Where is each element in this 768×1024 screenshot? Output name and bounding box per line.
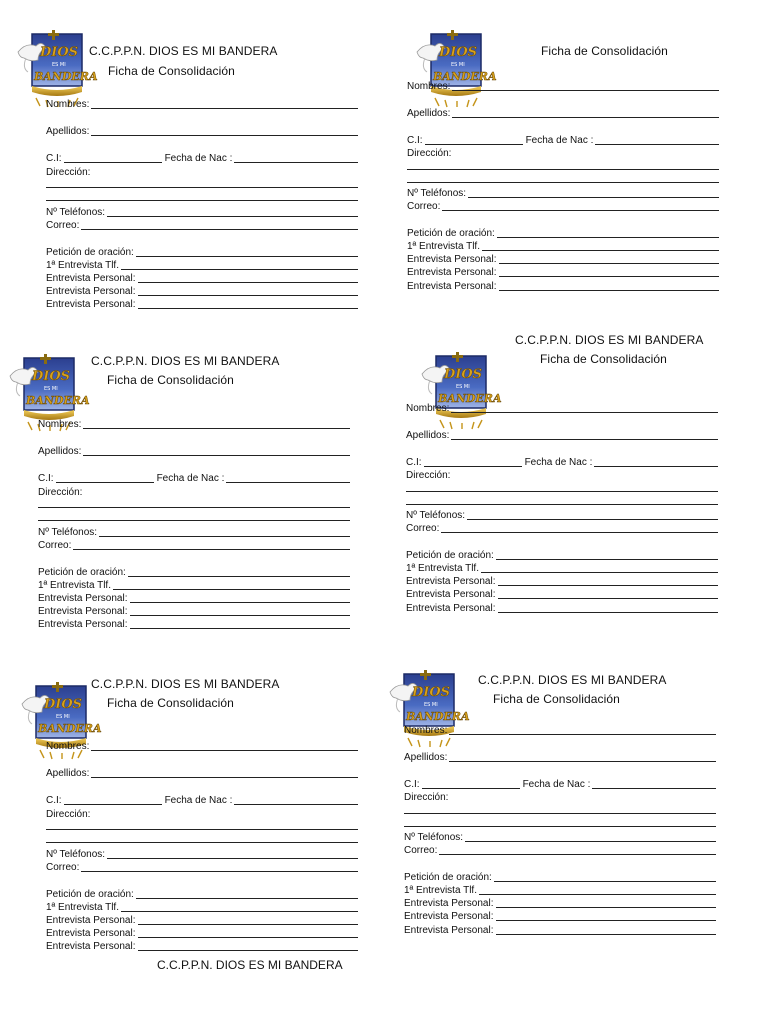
footer-org-name: C.C.P.P.N. DIOS ES MI BANDERA xyxy=(157,958,343,972)
blank-line[interactable] xyxy=(38,507,350,508)
field-peticion xyxy=(406,549,718,561)
consolidation-form-4 xyxy=(376,332,716,632)
input-line-peticion[interactable] xyxy=(494,881,716,882)
label-peticion: Petición de oración: xyxy=(46,247,134,258)
label-fecha-nac: Fecha de Nac : xyxy=(524,457,593,468)
field-nombres xyxy=(46,740,358,752)
input-line-correo[interactable] xyxy=(441,532,718,533)
label-telefonos: Nº Teléfonos: xyxy=(46,849,106,860)
label-apellidos: Apellidos: xyxy=(406,430,450,441)
label-entrevista-personal: Entrevista Personal: xyxy=(38,606,128,617)
field-telefonos xyxy=(38,526,350,538)
field-correo xyxy=(406,522,718,534)
field-entrevista-tlf xyxy=(407,240,719,252)
label-entrevista-personal: Entrevista Personal: xyxy=(407,281,497,292)
org-name: C.C.P.P.N. DIOS ES MI BANDERA xyxy=(91,354,280,368)
input-line-entrevista-personal[interactable] xyxy=(499,276,720,277)
field-ci-fecha xyxy=(46,152,358,164)
input-line-correo[interactable] xyxy=(442,210,719,211)
label-correo: Correo: xyxy=(46,862,80,873)
input-line-apellidos[interactable] xyxy=(83,455,350,456)
field-entrevista-tlf xyxy=(46,901,358,913)
label-ci: C.I: xyxy=(46,795,62,806)
label-apellidos: Apellidos: xyxy=(38,446,82,457)
blank-line[interactable] xyxy=(406,491,718,492)
label-nombres: Nombres: xyxy=(404,725,448,736)
input-line-fecha-nac[interactable] xyxy=(594,466,718,467)
org-name: C.C.P.P.N. DIOS ES MI BANDERA xyxy=(515,333,704,347)
svg-text:DIOS: DIOS xyxy=(439,45,478,60)
blank-line[interactable] xyxy=(46,842,358,843)
input-line-apellidos[interactable] xyxy=(91,135,358,136)
form-title: Ficha de Consolidación xyxy=(541,44,668,58)
input-line-telefonos[interactable] xyxy=(468,197,719,198)
input-line-telefonos[interactable] xyxy=(465,841,716,842)
svg-text:BANDERA: BANDERA xyxy=(433,70,497,83)
label-ci: C.I: xyxy=(46,153,62,164)
input-line-peticion[interactable] xyxy=(136,256,358,257)
field-direccion xyxy=(406,469,718,481)
input-line-apellidos[interactable] xyxy=(451,439,718,440)
field-entrevista-tlf xyxy=(38,579,350,591)
blank-line[interactable] xyxy=(46,829,358,830)
church-logo-icon xyxy=(420,350,502,430)
label-nombres: Nombres: xyxy=(46,741,90,752)
label-entrevista-personal: Entrevista Personal: xyxy=(46,299,136,310)
input-line-entrevista-personal[interactable] xyxy=(130,628,351,629)
input-line-nombres[interactable] xyxy=(83,428,350,429)
field-nombres xyxy=(404,724,716,736)
label-ci: C.I: xyxy=(404,779,420,790)
input-line-entrevista-personal[interactable] xyxy=(498,585,719,586)
input-line-entrevista-personal[interactable] xyxy=(498,612,719,613)
svg-text:ES MI: ES MI xyxy=(456,384,470,390)
input-line-entrevista-tlf[interactable] xyxy=(479,894,716,895)
label-entrevista-personal: Entrevista Personal: xyxy=(404,911,494,922)
field-entrevista-personal xyxy=(407,253,719,265)
blank-line[interactable] xyxy=(46,200,358,201)
svg-text:DIOS: DIOS xyxy=(444,367,483,382)
field-entrevista-personal xyxy=(406,588,718,600)
label-entrevista-tlf: 1ª Entrevista Tlf. xyxy=(46,902,119,913)
label-apellidos: Apellidos: xyxy=(46,126,90,137)
label-entrevista-tlf: 1ª Entrevista Tlf. xyxy=(46,260,119,271)
label-fecha-nac: Fecha de Nac : xyxy=(156,473,225,484)
label-entrevista-personal: Entrevista Personal: xyxy=(406,576,496,587)
field-apellidos xyxy=(38,445,350,457)
label-peticion: Petición de oración: xyxy=(406,550,494,561)
label-entrevista-personal: Entrevista Personal: xyxy=(38,619,128,630)
field-entrevista-personal xyxy=(46,285,358,297)
input-line-telefonos[interactable] xyxy=(99,536,350,537)
label-entrevista-personal: Entrevista Personal: xyxy=(38,593,128,604)
blank-line[interactable] xyxy=(46,187,358,188)
label-entrevista-personal: Entrevista Personal: xyxy=(406,603,496,614)
label-apellidos: Apellidos: xyxy=(404,752,448,763)
field-telefonos xyxy=(46,206,358,218)
svg-text:DIOS: DIOS xyxy=(412,685,451,700)
label-fecha-nac: Fecha de Nac : xyxy=(522,779,591,790)
input-line-entrevista-tlf[interactable] xyxy=(482,250,719,251)
field-entrevista-tlf xyxy=(46,259,358,271)
consolidation-form-1 xyxy=(16,28,356,328)
input-line-fecha-nac[interactable] xyxy=(234,162,358,163)
field-entrevista-personal xyxy=(46,272,358,284)
input-line-entrevista-tlf[interactable] xyxy=(481,572,718,573)
input-line-nombres[interactable] xyxy=(91,750,358,751)
blank-line[interactable] xyxy=(38,520,350,521)
field-direccion xyxy=(404,791,716,803)
field-peticion xyxy=(407,227,719,239)
label-telefonos: Nº Teléfonos: xyxy=(406,510,466,521)
input-line-entrevista-personal[interactable] xyxy=(496,934,717,935)
blank-line[interactable] xyxy=(407,182,719,183)
input-line-entrevista-personal[interactable] xyxy=(138,937,359,938)
input-line-correo[interactable] xyxy=(73,549,350,550)
input-line-entrevista-personal[interactable] xyxy=(498,598,719,599)
field-correo xyxy=(46,219,358,231)
label-correo: Correo: xyxy=(38,540,72,551)
field-apellidos xyxy=(46,125,358,137)
svg-text:ES MI: ES MI xyxy=(424,702,438,708)
label-ci: C.I: xyxy=(406,457,422,468)
input-line-peticion[interactable] xyxy=(136,898,358,899)
field-entrevista-personal xyxy=(404,910,716,922)
label-nombres: Nombres: xyxy=(406,403,450,414)
label-peticion: Petición de oración: xyxy=(38,567,126,578)
label-entrevista-personal: Entrevista Personal: xyxy=(404,925,494,936)
label-correo: Correo: xyxy=(404,845,438,856)
svg-text:ES MI: ES MI xyxy=(52,62,66,68)
label-ci: C.I: xyxy=(38,473,54,484)
label-direccion: Dirección: xyxy=(406,470,451,481)
label-direccion: Dirección: xyxy=(46,809,91,820)
label-entrevista-tlf: 1ª Entrevista Tlf. xyxy=(407,241,480,252)
form-title: Ficha de Consolidación xyxy=(540,352,667,366)
label-entrevista-personal: Entrevista Personal: xyxy=(46,941,136,952)
field-ci-fecha xyxy=(406,456,718,468)
field-ci-fecha xyxy=(407,134,719,146)
input-line-apellidos[interactable] xyxy=(91,777,358,778)
field-direccion xyxy=(407,147,719,159)
field-direccion xyxy=(46,808,358,820)
field-direccion xyxy=(46,166,358,178)
input-line-telefonos[interactable] xyxy=(467,519,718,520)
input-line-ci[interactable] xyxy=(64,162,162,163)
field-apellidos xyxy=(404,751,716,763)
blank-line[interactable] xyxy=(407,169,719,170)
input-line-telefonos[interactable] xyxy=(107,858,358,859)
form-title: Ficha de Consolidación xyxy=(493,692,620,706)
label-entrevista-personal: Entrevista Personal: xyxy=(404,898,494,909)
input-line-entrevista-tlf[interactable] xyxy=(121,911,358,912)
label-apellidos: Apellidos: xyxy=(407,108,451,119)
field-entrevista-tlf xyxy=(406,562,718,574)
label-apellidos: Apellidos: xyxy=(46,768,90,779)
input-line-ci[interactable] xyxy=(64,804,162,805)
form-title: Ficha de Consolidación xyxy=(108,64,235,78)
field-ci-fecha xyxy=(46,794,358,806)
label-entrevista-personal: Entrevista Personal: xyxy=(46,286,136,297)
field-apellidos xyxy=(46,767,358,779)
blank-line[interactable] xyxy=(406,504,718,505)
label-entrevista-personal: Entrevista Personal: xyxy=(46,915,136,926)
svg-text:BANDERA: BANDERA xyxy=(438,392,502,405)
input-line-nombres[interactable] xyxy=(91,108,358,109)
svg-text:DIOS: DIOS xyxy=(32,369,71,384)
input-line-correo[interactable] xyxy=(81,229,358,230)
label-nombres: Nombres: xyxy=(38,419,82,430)
field-telefonos xyxy=(406,509,718,521)
label-direccion: Dirección: xyxy=(404,792,449,803)
field-nombres xyxy=(46,98,358,110)
consolidation-form-3 xyxy=(8,348,348,648)
input-line-apellidos[interactable] xyxy=(452,117,719,118)
church-logo-icon xyxy=(415,28,497,108)
field-peticion xyxy=(38,566,350,578)
label-correo: Correo: xyxy=(407,201,441,212)
svg-text:DIOS: DIOS xyxy=(44,697,83,712)
label-telefonos: Nº Teléfonos: xyxy=(38,527,98,538)
input-line-ci[interactable] xyxy=(425,144,523,145)
field-correo xyxy=(407,200,719,212)
church-logo-icon xyxy=(388,668,470,748)
label-entrevista-personal: Entrevista Personal: xyxy=(46,928,136,939)
svg-text:ES MI: ES MI xyxy=(56,714,70,720)
label-direccion: Dirección: xyxy=(407,148,452,159)
org-name: C.C.P.P.N. DIOS ES MI BANDERA xyxy=(478,673,667,687)
field-ci-fecha xyxy=(404,778,716,790)
consolidation-form-5 xyxy=(16,672,356,972)
input-line-entrevista-personal[interactable] xyxy=(499,290,720,291)
input-line-nombres[interactable] xyxy=(451,412,718,413)
field-entrevista-personal xyxy=(406,602,718,614)
org-name: C.C.P.P.N. DIOS ES MI BANDERA xyxy=(91,677,280,691)
org-name: C.C.P.P.N. DIOS ES MI BANDERA xyxy=(89,44,278,58)
label-peticion: Petición de oración: xyxy=(404,872,492,883)
field-correo xyxy=(38,539,350,551)
field-entrevista-personal xyxy=(407,280,719,292)
input-line-entrevista-personal[interactable] xyxy=(138,295,359,296)
input-line-ci[interactable] xyxy=(56,482,154,483)
field-direccion xyxy=(38,486,350,498)
field-peticion xyxy=(404,871,716,883)
input-line-nombres[interactable] xyxy=(449,734,716,735)
label-entrevista-personal: Entrevista Personal: xyxy=(407,267,497,278)
field-entrevista-personal xyxy=(407,266,719,278)
field-telefonos xyxy=(404,831,716,843)
field-nombres xyxy=(38,418,350,430)
label-entrevista-tlf: 1ª Entrevista Tlf. xyxy=(38,580,111,591)
label-entrevista-personal: Entrevista Personal: xyxy=(407,254,497,265)
label-telefonos: Nº Teléfonos: xyxy=(407,188,467,199)
input-line-peticion[interactable] xyxy=(496,559,718,560)
field-entrevista-personal xyxy=(46,927,358,939)
input-line-peticion[interactable] xyxy=(497,237,719,238)
consolidation-form-6 xyxy=(374,668,714,968)
input-line-entrevista-tlf[interactable] xyxy=(121,269,358,270)
church-logo-icon xyxy=(16,28,98,108)
label-direccion: Dirección: xyxy=(38,487,83,498)
label-fecha-nac: Fecha de Nac : xyxy=(525,135,594,146)
label-telefonos: Nº Teléfonos: xyxy=(404,832,464,843)
input-line-entrevista-personal[interactable] xyxy=(130,602,351,603)
input-line-ci[interactable] xyxy=(424,466,522,467)
field-correo xyxy=(46,861,358,873)
label-peticion: Petición de oración: xyxy=(46,889,134,900)
svg-text:BANDERA: BANDERA xyxy=(34,70,98,83)
field-entrevista-personal xyxy=(406,575,718,587)
field-ci-fecha xyxy=(38,472,350,484)
label-direccion: Dirección: xyxy=(46,167,91,178)
field-correo xyxy=(404,844,716,856)
label-correo: Correo: xyxy=(46,220,80,231)
blank-line[interactable] xyxy=(404,813,716,814)
input-line-apellidos[interactable] xyxy=(449,761,716,762)
field-nombres xyxy=(407,80,719,92)
label-nombres: Nombres: xyxy=(46,99,90,110)
input-line-correo[interactable] xyxy=(439,854,716,855)
input-line-fecha-nac[interactable] xyxy=(234,804,358,805)
label-fecha-nac: Fecha de Nac : xyxy=(164,153,233,164)
input-line-telefonos[interactable] xyxy=(107,216,358,217)
input-line-entrevista-personal[interactable] xyxy=(130,615,351,616)
input-line-fecha-nac[interactable] xyxy=(592,788,716,789)
blank-line[interactable] xyxy=(404,826,716,827)
field-entrevista-personal xyxy=(46,940,358,952)
label-peticion: Petición de oración: xyxy=(407,228,495,239)
field-apellidos xyxy=(407,107,719,119)
input-line-peticion[interactable] xyxy=(128,576,350,577)
field-entrevista-personal xyxy=(38,592,350,604)
input-line-fecha-nac[interactable] xyxy=(595,144,719,145)
field-apellidos xyxy=(406,429,718,441)
field-telefonos xyxy=(407,187,719,199)
field-entrevista-personal xyxy=(38,605,350,617)
input-line-nombres[interactable] xyxy=(452,90,719,91)
field-telefonos xyxy=(46,848,358,860)
input-line-entrevista-personal[interactable] xyxy=(138,282,359,283)
svg-text:BANDERA: BANDERA xyxy=(26,394,90,407)
consolidation-form-2 xyxy=(377,28,717,328)
input-line-entrevista-tlf[interactable] xyxy=(113,589,350,590)
input-line-entrevista-personal[interactable] xyxy=(496,907,717,908)
field-entrevista-personal xyxy=(46,914,358,926)
label-entrevista-tlf: 1ª Entrevista Tlf. xyxy=(404,885,477,896)
field-entrevista-personal xyxy=(46,298,358,310)
label-entrevista-personal: Entrevista Personal: xyxy=(46,273,136,284)
label-entrevista-personal: Entrevista Personal: xyxy=(406,589,496,600)
form-title: Ficha de Consolidación xyxy=(107,696,234,710)
field-nombres xyxy=(406,402,718,414)
svg-text:DIOS: DIOS xyxy=(40,45,79,60)
label-nombres: Nombres: xyxy=(407,81,451,92)
input-line-entrevista-personal[interactable] xyxy=(496,920,717,921)
svg-text:BANDERA: BANDERA xyxy=(38,722,102,735)
input-line-correo[interactable] xyxy=(81,871,358,872)
svg-text:BANDERA: BANDERA xyxy=(406,710,470,723)
input-line-entrevista-personal[interactable] xyxy=(138,308,359,309)
label-ci: C.I: xyxy=(407,135,423,146)
label-telefonos: Nº Teléfonos: xyxy=(46,207,106,218)
input-line-entrevista-personal[interactable] xyxy=(499,263,720,264)
input-line-ci[interactable] xyxy=(422,788,520,789)
form-title: Ficha de Consolidación xyxy=(107,373,234,387)
field-entrevista-tlf xyxy=(404,884,716,896)
field-peticion xyxy=(46,246,358,258)
input-line-fecha-nac[interactable] xyxy=(226,482,350,483)
field-entrevista-personal xyxy=(38,618,350,630)
field-peticion xyxy=(46,888,358,900)
input-line-entrevista-personal[interactable] xyxy=(138,950,359,951)
label-fecha-nac: Fecha de Nac : xyxy=(164,795,233,806)
field-entrevista-personal xyxy=(404,897,716,909)
label-entrevista-tlf: 1ª Entrevista Tlf. xyxy=(406,563,479,574)
input-line-entrevista-personal[interactable] xyxy=(138,924,359,925)
svg-text:ES MI: ES MI xyxy=(44,386,58,392)
label-correo: Correo: xyxy=(406,523,440,534)
field-entrevista-personal xyxy=(404,924,716,936)
svg-text:ES MI: ES MI xyxy=(451,62,465,68)
